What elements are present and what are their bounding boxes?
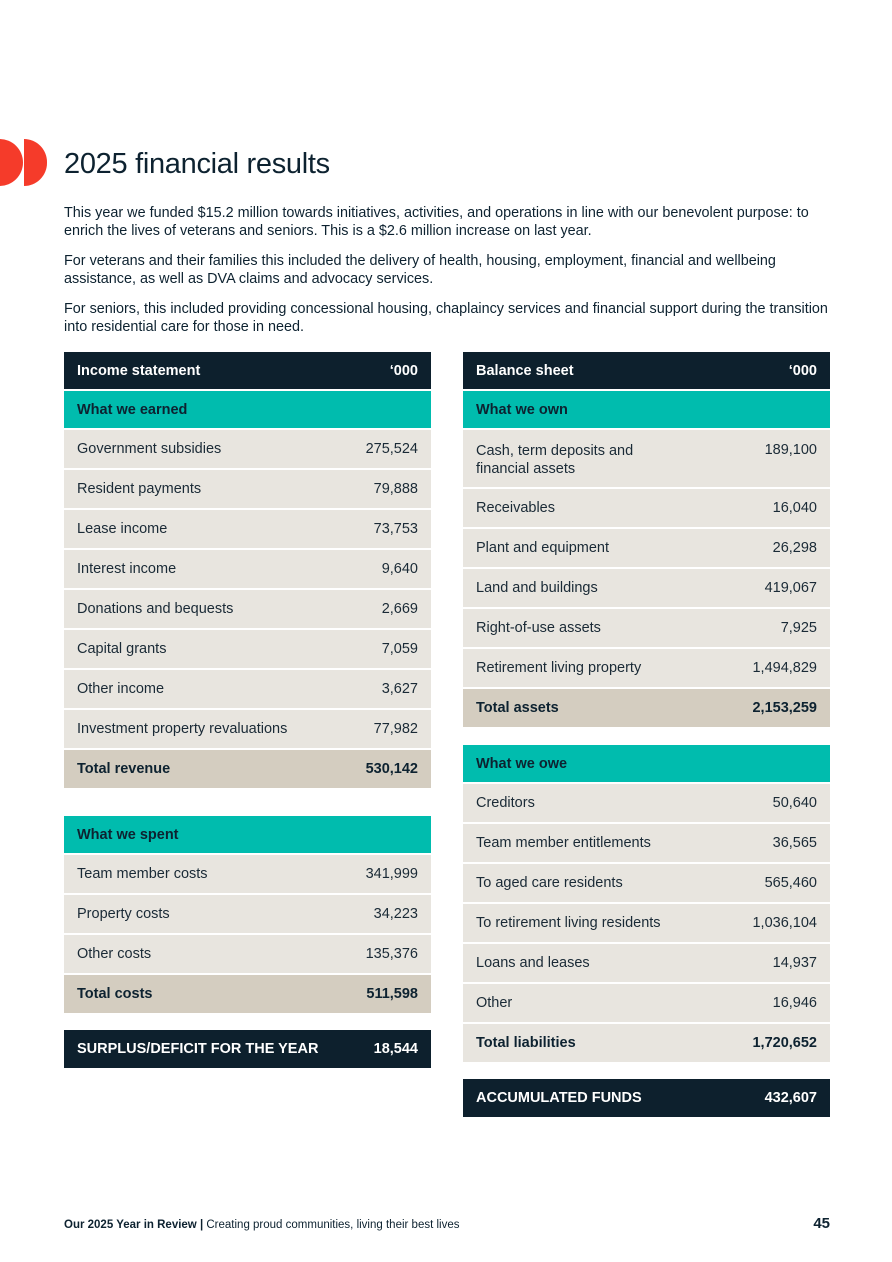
table-title: Balance sheet bbox=[476, 362, 574, 379]
intro-paragraph: For seniors, this included providing concessional housing, chaplaincy services and financial support during the transition into residential care for those in need. bbox=[64, 301, 828, 335]
table-header bbox=[463, 352, 830, 391]
footer-tagline: Creating proud communities, living their best lives bbox=[203, 1219, 460, 1231]
row-value: 341,999 bbox=[365, 866, 418, 882]
row-label: Plant and equipment bbox=[476, 540, 610, 556]
unit-label: ‘000 bbox=[389, 362, 418, 379]
intro-paragraph: This year we funded $15.2 million towards initiatives, activities, and operations in line with our benevolent purpose: to enrich the lives of veterans and seniors. This is a $2.6 million increase on last year. bbox=[64, 205, 809, 239]
table-row bbox=[463, 569, 830, 609]
page-footer bbox=[64, 1219, 459, 1231]
row-label: Retirement living property bbox=[476, 660, 642, 676]
row-value: 189,100 bbox=[764, 442, 817, 458]
row-label: Capital grants bbox=[77, 641, 167, 657]
spent-table bbox=[64, 816, 431, 1013]
row-label: Receivables bbox=[476, 500, 555, 516]
intro-text bbox=[64, 204, 834, 348]
grand-total-value: 432,607 bbox=[764, 1090, 817, 1106]
grand-total-label: ACCUMULATED FUNDS bbox=[476, 1090, 642, 1106]
table-row bbox=[64, 550, 431, 590]
row-value: 14,937 bbox=[772, 955, 817, 971]
total-liabilities-row bbox=[463, 1024, 830, 1062]
table-header bbox=[64, 352, 431, 391]
table-row bbox=[64, 630, 431, 670]
total-value: 530,142 bbox=[365, 761, 418, 777]
row-value: 135,376 bbox=[365, 946, 418, 962]
row-value: 79,888 bbox=[373, 481, 418, 497]
table-row bbox=[463, 430, 830, 489]
table-title: Income statement bbox=[77, 362, 201, 379]
section-header-earned bbox=[64, 391, 431, 430]
total-value: 511,598 bbox=[366, 986, 418, 1002]
brand-double-circle-icon bbox=[0, 139, 48, 187]
row-label: Resident payments bbox=[77, 481, 202, 497]
table-row bbox=[463, 609, 830, 649]
row-label: Land and buildings bbox=[476, 580, 598, 596]
table-row bbox=[64, 510, 431, 550]
table-row bbox=[64, 855, 431, 895]
page-title: 2025 financial results bbox=[64, 148, 330, 180]
table-row bbox=[64, 895, 431, 935]
table-row bbox=[64, 590, 431, 630]
table-row bbox=[64, 710, 431, 750]
row-label: Right-of-use assets bbox=[476, 620, 601, 636]
row-value: 77,982 bbox=[373, 721, 418, 737]
section-label: What we spent bbox=[77, 826, 179, 843]
row-label: Property costs bbox=[77, 906, 170, 922]
row-label: Cash, term deposits and financial assets bbox=[476, 443, 634, 477]
section-header-owe bbox=[463, 745, 830, 784]
page-number: 45 bbox=[813, 1215, 830, 1232]
section-label: What we earned bbox=[77, 401, 188, 418]
table-row bbox=[463, 529, 830, 569]
row-value: 26,298 bbox=[772, 540, 817, 556]
row-label: Other income bbox=[77, 681, 165, 697]
grand-total-value: 18,544 bbox=[373, 1041, 418, 1057]
table-row bbox=[463, 649, 830, 689]
row-value: 16,040 bbox=[772, 500, 817, 516]
section-header-own bbox=[463, 391, 830, 430]
row-value: 34,223 bbox=[373, 906, 418, 922]
table-row bbox=[64, 935, 431, 975]
row-label: Creditors bbox=[476, 795, 535, 811]
accumulated-funds-table bbox=[463, 1079, 830, 1117]
row-value: 2,669 bbox=[381, 601, 418, 617]
row-value: 7,925 bbox=[780, 620, 817, 636]
total-label: Total costs bbox=[77, 986, 153, 1002]
grand-total-label: SURPLUS/DEFICIT FOR THE YEAR bbox=[77, 1041, 319, 1057]
row-value: 1,036,104 bbox=[752, 915, 817, 931]
table-row bbox=[463, 944, 830, 984]
total-revenue-row bbox=[64, 750, 431, 788]
table-row bbox=[64, 470, 431, 510]
table-row bbox=[463, 864, 830, 904]
total-value: 1,720,652 bbox=[752, 1035, 817, 1051]
income-statement-table bbox=[64, 352, 431, 788]
row-value: 9,640 bbox=[381, 561, 418, 577]
table-row bbox=[463, 824, 830, 864]
row-value: 1,494,829 bbox=[752, 660, 817, 676]
row-label: To retirement living residents bbox=[476, 915, 661, 931]
section-header-spent bbox=[64, 816, 431, 855]
logo-circle-left bbox=[0, 139, 23, 186]
surplus-deficit-row bbox=[64, 1030, 431, 1068]
row-value: 565,460 bbox=[764, 875, 817, 891]
row-label: Loans and leases bbox=[476, 955, 590, 971]
row-value: 419,067 bbox=[764, 580, 817, 596]
row-label: Team member entitlements bbox=[476, 835, 651, 851]
row-label: Other costs bbox=[77, 946, 152, 962]
section-label: What we own bbox=[476, 401, 568, 418]
total-assets-row bbox=[463, 689, 830, 727]
logo-half-circle-right bbox=[24, 139, 47, 186]
unit-label: ‘000 bbox=[788, 362, 817, 379]
table-row bbox=[463, 784, 830, 824]
row-label: Team member costs bbox=[77, 866, 208, 882]
table-row bbox=[64, 670, 431, 710]
surplus-table bbox=[64, 1030, 431, 1068]
row-value: 7,059 bbox=[381, 641, 418, 657]
table-row bbox=[463, 984, 830, 1024]
row-label: Lease income bbox=[77, 521, 168, 537]
row-label: Interest income bbox=[77, 561, 177, 577]
total-label: Total assets bbox=[476, 700, 559, 716]
balance-sheet-table bbox=[463, 352, 830, 727]
accumulated-funds-row bbox=[463, 1079, 830, 1117]
table-row bbox=[64, 430, 431, 470]
row-value: 73,753 bbox=[373, 521, 418, 537]
table-row bbox=[463, 489, 830, 529]
table-row bbox=[463, 904, 830, 944]
row-value: 3,627 bbox=[381, 681, 418, 697]
intro-paragraph: For veterans and their families this included the delivery of health, housing, employment, financial and wellbeing assistance, as well as DVA claims and advocacy services. bbox=[64, 253, 776, 287]
row-label: To aged care residents bbox=[476, 875, 623, 891]
row-value: 50,640 bbox=[772, 795, 817, 811]
row-value: 275,524 bbox=[365, 441, 418, 457]
section-label: What we owe bbox=[476, 755, 568, 772]
total-costs-row bbox=[64, 975, 431, 1013]
row-label: Government subsidies bbox=[77, 441, 222, 457]
total-label: Total revenue bbox=[77, 761, 171, 777]
row-value: 16,946 bbox=[772, 995, 817, 1011]
total-label: Total liabilities bbox=[476, 1035, 576, 1051]
row-label: Donations and bequests bbox=[77, 601, 234, 617]
row-label: Other bbox=[476, 995, 513, 1011]
row-label: Investment property revaluations bbox=[77, 721, 288, 737]
total-value: 2,153,259 bbox=[752, 700, 817, 716]
publication-name: Our 2025 Year in Review | bbox=[64, 1219, 204, 1231]
owe-table bbox=[463, 745, 830, 1062]
row-value: 36,565 bbox=[772, 835, 817, 851]
